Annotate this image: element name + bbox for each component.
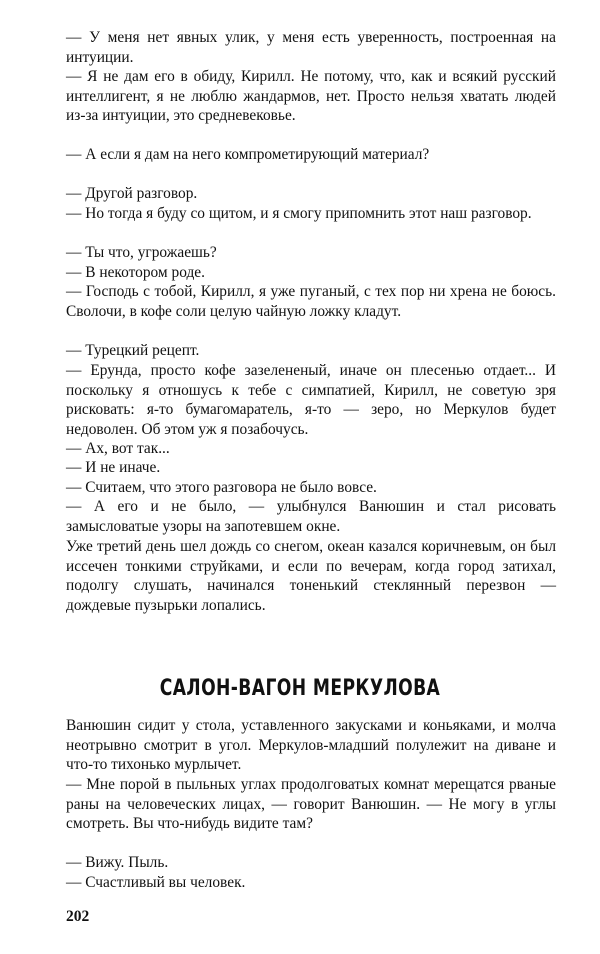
paragraph: — Вижу. Пыль. xyxy=(66,854,169,871)
paragraph: Уже третий день шел дождь со снегом, океан казался коричневым, он был иссечен тонкими струйками, и если по вечерам, когда город затихал, подолгу слушать, начинался тоненький стеклянный перезвон — дождевые пузырьки лопались. xyxy=(66,538,556,614)
paragraph: — Я не дам его в обиду, Кирилл. Не потому, что, как и всякий русский интеллигент, я не люблю жандармов, нет. Просто нельзя хватать людей из-за интуиции, это средневековье. xyxy=(66,68,556,124)
paragraph: — Счастливый вы человек. xyxy=(66,874,246,891)
section-title: САЛОН-ВАГОН МЕРКУЛОВА xyxy=(159,676,441,701)
page-number: 202 xyxy=(66,908,90,925)
paragraph: — А если я дам на него компрометирующий материал? xyxy=(66,146,430,163)
paragraph: — Другой разговор. xyxy=(66,185,198,202)
paragraph: Ванюшин сидит у стола, уставленного закусками и коньяками, и молча неотрывно смотрит в угол. Меркулов-младший полулежит на диване и что-то тихонько мурлычет. xyxy=(66,717,556,773)
paragraph: — А его и не было, — улыбнулся Ванюшин и стал рисовать замысловатые узоры на запотевшем окне. xyxy=(66,498,556,535)
paragraph: — Считаем, что этого разговора не было вовсе. xyxy=(66,479,377,496)
paragraph: — Ты что, угрожаешь? xyxy=(66,244,217,261)
paragraph: — Но тогда я буду со щитом, и я смогу припомнить этот наш разговор. xyxy=(66,205,532,222)
paragraph: — Мне порой в пыльных углах продолговатых комнат мерещатся рваные раны на человеческих лицах, — говорит Ванюшин. — Не могу в углы смотреть. Вы что-нибудь видите там? xyxy=(66,776,556,832)
paragraph: — И не иначе. xyxy=(66,459,161,476)
paragraph: — Господь с тобой, Кирилл, я уже пуганый, с тех пор ни хрена не боюсь. Сволочи, в кофе соли целую чайную ложку кладут. xyxy=(66,283,556,320)
paragraph: — В некотором роде. xyxy=(66,264,205,281)
paragraph: — У меня нет явных улик, у меня есть уверенность, построенная на интуиции. xyxy=(66,29,556,66)
paragraph: — Ерунда, просто кофе зазелененый, иначе он плесенью отдает... И поскольку я отношусь к тебе с симпатией, Кирилл, не советую зря рисковать: я-то бумагомаратель, я-то — зеро, но Меркулов будет недоволен. Об этом уж я позабочусь. xyxy=(66,362,556,438)
paragraph: — Турецкий рецепт. xyxy=(66,342,200,359)
paragraph: — Ах, вот так... xyxy=(66,440,170,457)
